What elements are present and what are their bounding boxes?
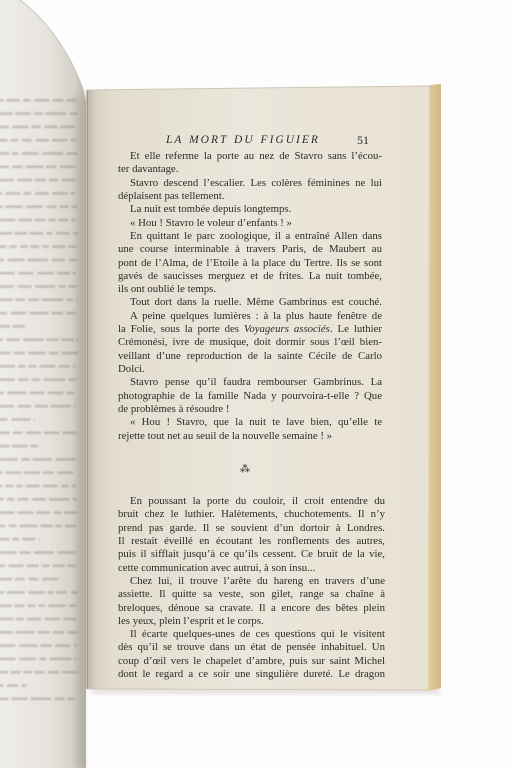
text-line (118, 615, 385, 628)
left-page-text-mark (58, 551, 76, 554)
line-text: ils ont oublié le temps. (118, 283, 217, 296)
left-page (0, 0, 86, 768)
left-page-text-mark (48, 671, 59, 674)
left-page-text-mark (0, 511, 15, 514)
left-page-text-mark (56, 458, 76, 461)
left-page-text-mark (20, 525, 38, 528)
left-page-text-mark (0, 179, 14, 182)
left-page-text-mark (28, 604, 36, 607)
left-page-text-mark (54, 698, 64, 701)
text-line (118, 602, 385, 615)
line-text: dès qu’il se trouve dans un état de pensée inhabituel. Un (118, 641, 385, 654)
line-text: de problèmes à résoudre ! (118, 402, 230, 415)
text-section-2 (118, 495, 385, 681)
left-page-text-mark (30, 232, 44, 235)
text-line (118, 535, 385, 548)
left-page-text-mark (20, 245, 27, 248)
left-page-text-mark (5, 471, 21, 474)
line-text: Stavro pense qu’il faudra rembourser Gambrinus. La (130, 376, 382, 389)
left-page-text-mark (12, 166, 22, 169)
text-line (118, 416, 382, 429)
line-text: pont de l’Alma, de l’Etoile à la place du Tertre. Ils se sont (118, 256, 382, 269)
text-line (118, 257, 382, 270)
left-page-text-mark (26, 432, 41, 435)
left-page-text-mark (29, 312, 48, 315)
left-page-text-mark (26, 205, 43, 208)
left-page-text-mark (24, 192, 31, 195)
left-page-text-mark (16, 631, 35, 634)
left-page-text-mark (26, 166, 44, 169)
left-page-text-mark (18, 405, 31, 408)
line-text: dont le regard a ce soir une singulière dureté. Le dragon (118, 668, 385, 681)
left-page-text-mark (8, 259, 25, 262)
text-line (118, 230, 382, 243)
left-page-text-mark (61, 485, 68, 488)
left-page-text-mark (42, 152, 63, 155)
line-text: veillant d’une reproduction de la sainte Cécile de Carlo (118, 349, 382, 362)
left-page-text-mark (12, 418, 31, 421)
left-page-text-mark (32, 378, 40, 381)
left-page-text-mark (0, 618, 13, 621)
text-line (118, 548, 385, 561)
left-page-text-mark (52, 312, 64, 315)
left-page-text-mark (52, 139, 68, 142)
left-page-text-mark (44, 432, 59, 435)
left-page-text-mark (16, 485, 23, 488)
left-page-text-mark (48, 604, 65, 607)
left-page-text-mark (31, 698, 52, 701)
left-page-text-mark (30, 392, 44, 395)
text-line (118, 588, 385, 601)
left-page-text-mark (32, 498, 45, 501)
left-page-text-mark (16, 299, 25, 302)
left-page-text-mark (34, 551, 55, 554)
left-page-text-mark (18, 219, 32, 222)
left-page-text-mark (19, 658, 36, 661)
left-page-text-mark (0, 365, 15, 368)
left-page-text-mark (35, 192, 48, 195)
left-page-text-mark (28, 352, 46, 355)
left-page-text-mark (54, 511, 62, 514)
left-page-text-mark (0, 259, 4, 262)
left-page-text-mark (34, 418, 35, 421)
left-page-text-mark (39, 538, 40, 541)
line-text: Stavro descend l’escalier. Les colères féminines ne lui (130, 176, 382, 189)
left-page-text-mark (0, 498, 4, 501)
left-page-text-mark (0, 471, 2, 474)
left-page-text-mark (47, 591, 53, 594)
text-line (118, 508, 385, 521)
text-line (118, 628, 385, 641)
left-page-text-mark (15, 232, 28, 235)
left-page-text-mark (34, 99, 49, 102)
text-line (118, 177, 382, 190)
left-page-text-mark (0, 152, 9, 155)
left-page-text-mark (5, 205, 22, 208)
left-page-text-mark (12, 445, 28, 448)
text-line (118, 283, 382, 296)
left-page-text-mark (19, 272, 34, 275)
left-page-text-mark (24, 471, 40, 474)
text-line (118, 376, 382, 389)
left-page-text-mark (0, 285, 14, 288)
left-page-text-mark (0, 604, 12, 607)
left-page-text-mark (12, 152, 19, 155)
left-page-text-mark (27, 618, 41, 621)
left-page-gutter-shadow (74, 92, 86, 768)
left-page-text-mark (23, 99, 30, 102)
line-text: photographie de la famille Nada y pourvoira-t-elle ? Que (118, 389, 382, 402)
left-page-text-mark (14, 352, 26, 355)
left-page-text-mark (17, 179, 32, 182)
text-line (118, 350, 382, 363)
left-page-text-mark (45, 618, 60, 621)
line-text: Et elle referme la porte au nez de Stavro sans l’écou- (130, 150, 382, 162)
text-line (118, 243, 382, 256)
text-line (118, 363, 382, 376)
left-page-text-mark (0, 485, 2, 488)
line-text: « Hou ! Stavro le voleur d’enfants ! » (130, 216, 292, 229)
left-page-text-mark (0, 432, 10, 435)
left-page-text-mark (45, 112, 66, 115)
left-page-text-mark (60, 205, 69, 208)
left-page-text-mark (51, 405, 71, 408)
text-line (118, 641, 385, 654)
left-page-text-mark (0, 139, 8, 142)
left-page-text-mark (28, 299, 39, 302)
left-page-text-mark (0, 644, 15, 647)
left-page-text-mark (30, 445, 37, 448)
left-page-text-mark (0, 458, 17, 461)
left-page-text-mark (60, 126, 75, 129)
text-line (118, 217, 382, 230)
left-page-text-mark (42, 565, 50, 568)
text-line (118, 562, 385, 575)
left-page-text-mark (62, 179, 76, 182)
left-page-text-mark (59, 365, 69, 368)
left-page-text-mark (48, 392, 64, 395)
left-page-text-mark (40, 365, 55, 368)
left-page-text-mark (13, 432, 23, 435)
left-page-text-mark (7, 591, 25, 594)
left-page-text-mark (0, 631, 13, 634)
left-page-text-mark (22, 538, 35, 541)
left-page-text-mark (0, 126, 9, 129)
left-page-text-mark (0, 245, 6, 248)
left-page-text-mark (0, 565, 5, 568)
left-page-text-mark (0, 591, 4, 594)
left-page-text-mark (12, 538, 18, 541)
left-page-text-mark (16, 618, 24, 621)
left-page-text-mark (18, 285, 32, 288)
left-page-text-mark (0, 445, 9, 448)
left-page-text-mark (38, 604, 45, 607)
left-page-text-mark (15, 604, 25, 607)
line-text: Il restait éveillé en écoutant les ronflements des autres, (118, 534, 385, 547)
left-page-text-mark (36, 511, 49, 514)
line-text: Dolci. (118, 363, 145, 375)
left-page-text-mark (28, 591, 45, 594)
left-page-text-mark (7, 99, 20, 102)
left-page-text-mark (43, 471, 54, 474)
left-page-text-mark (53, 99, 64, 102)
left-page-text-mark (0, 378, 15, 381)
left-page-text-mark (56, 525, 62, 528)
left-page-text-mark (0, 352, 11, 355)
left-page-text-mark (60, 166, 76, 169)
left-page-text-mark (0, 312, 7, 315)
left-page-text-mark (21, 684, 26, 687)
left-page-text-mark (13, 325, 25, 328)
left-page-text-mark (0, 658, 15, 661)
left-page-text-mark (34, 112, 43, 115)
line-text (118, 323, 382, 336)
text-line (118, 668, 385, 681)
left-page-text-mark (0, 578, 12, 581)
left-page-text-mark (49, 179, 58, 182)
page-number: 51 (357, 133, 369, 147)
left-page-text-mark (68, 698, 75, 701)
line-text: déplaisent pas tellement. (118, 189, 225, 202)
text-line (118, 190, 382, 203)
left-page-text-mark (46, 166, 56, 169)
left-page-text-mark (29, 578, 39, 581)
left-page-text-mark (17, 511, 33, 514)
left-page-text-mark (58, 471, 74, 474)
left-page-text-mark (0, 272, 15, 275)
left-page-text-mark (16, 112, 31, 115)
left-page-text-mark (42, 299, 63, 302)
left-page-text-mark (49, 352, 59, 355)
left-page-text-mark (0, 192, 2, 195)
text-line (118, 655, 385, 668)
left-page-text-mark (37, 272, 53, 275)
left-page-text-mark (7, 498, 15, 501)
left-page-text-mark (0, 299, 13, 302)
left-page-text-mark (0, 325, 10, 328)
line-text: cette communication avec autrui, à son insu... (118, 561, 316, 574)
left-page-text-mark (42, 245, 49, 248)
text-line (118, 522, 385, 535)
left-page-text-mark (5, 192, 20, 195)
left-page-text-mark (12, 698, 28, 701)
left-page-text-mark (0, 684, 4, 687)
left-page-text-mark (7, 392, 26, 395)
line-text: gavés de saucisses merguez et de frites. La nuit tombée, (118, 269, 382, 282)
left-page-text-mark (0, 232, 12, 235)
text-line (118, 310, 382, 323)
left-page-text-mark (32, 458, 52, 461)
line-text: bruit chez le luthier. Halètements, chuchotements. Il n’y (118, 508, 385, 521)
left-page-text-mark (11, 139, 18, 142)
left-page-text-mark (23, 338, 43, 341)
left-page-text-mark (22, 139, 32, 142)
left-page-text-mark (15, 578, 25, 581)
left-page-text-mark (52, 245, 65, 248)
left-page-text-mark (0, 538, 9, 541)
left-page-text-mark (18, 498, 29, 501)
left-page-text-mark (0, 525, 5, 528)
left-page-text-mark (56, 232, 69, 235)
text-line (118, 163, 382, 176)
line-text-part: . Le luthier (329, 323, 383, 336)
text-line (118, 270, 382, 283)
left-page-text-mark (0, 418, 8, 421)
text-line (118, 323, 382, 336)
line-text: puis il sifflait jusqu’à ce qu’ils cessent. Ce bruit de la vie, (118, 548, 385, 561)
left-page-text-mark (59, 219, 69, 222)
left-page-text-mark (11, 312, 27, 315)
left-page-text-mark (52, 259, 65, 262)
left-page-text-mark (0, 99, 4, 102)
text-line (118, 150, 382, 163)
text-line (118, 390, 382, 403)
left-page-text-mark (18, 378, 28, 381)
left-page-text-mark (44, 378, 65, 381)
left-page-text-mark (39, 658, 46, 661)
left-page-text-mark (52, 192, 67, 195)
left-page-text-mark (59, 285, 66, 288)
left-page-text-mark (0, 671, 8, 674)
left-page-text-mark (0, 338, 3, 341)
left-page-text-mark (5, 485, 13, 488)
left-page-text-mark (0, 405, 14, 408)
line-text-part: la Folie, sous la porte des (118, 323, 244, 336)
left-page-text-mark (21, 458, 30, 461)
left-page-text-mark (0, 698, 9, 701)
line-text: Chez lui, il trouve l’arête du hareng en travers d’une (130, 574, 385, 587)
left-page-text-mark (53, 565, 65, 568)
left-page-text-mark (49, 498, 69, 501)
left-page-text-mark (35, 179, 46, 182)
text-line (118, 430, 382, 443)
line-text: « Hou ! Stavro, que la nuit te lave bien, qu’elle te (130, 416, 382, 429)
line-text: En quittant le parc zoologique, il a entraîné Allen dans (130, 229, 382, 242)
left-page-text-mark (66, 299, 73, 302)
left-page-text-mark (55, 644, 70, 647)
left-page-text-mark (32, 126, 41, 129)
line-text: Il écarte quelques-unes de ces questions qui le visitent (130, 628, 385, 641)
line-text: Tout dort dans la ruelle. Même Gambrinus est couché. (130, 296, 382, 309)
left-page-text-mark (0, 166, 9, 169)
left-page-text-mark (36, 139, 50, 142)
left-page-text-mark (28, 259, 48, 262)
left-page-text-mark (30, 245, 39, 248)
section-separator: ⁂ (240, 464, 250, 475)
text-line (118, 575, 385, 588)
left-page-text-mark (35, 285, 55, 288)
left-page-text-mark (46, 205, 56, 208)
left-page-text-mark (67, 392, 74, 395)
left-page-text-mark (7, 684, 18, 687)
left-page-text-mark (27, 565, 39, 568)
line-text: breloques, dénoue sa cravate. Il a encore des bêtes plein (118, 601, 385, 614)
line-text: assiette. Il quitte sa veste, son gilet, range sa chaîne à (118, 588, 385, 601)
left-page-text-mark (18, 365, 25, 368)
left-page-text-mark (0, 392, 4, 395)
left-page-text-mark (43, 485, 57, 488)
left-page-text-mark (9, 525, 17, 528)
left-page-text-mark (26, 485, 40, 488)
left-page-text-mark (38, 631, 50, 634)
left-page-text-mark (34, 671, 44, 674)
left-page-text-mark (0, 219, 16, 222)
left-page-text-mark (42, 578, 58, 581)
line-text: une course interminable à travers Paris, de Maubert au (118, 243, 382, 256)
left-page-text-mark (9, 245, 16, 248)
left-page-text-mark (57, 272, 70, 275)
left-page-text-mark (7, 338, 20, 341)
line-text: En poussant la porte du couloir, il croit entendre du (130, 495, 385, 507)
left-page-text-mark (35, 405, 48, 408)
left-page-text-mark (11, 671, 21, 674)
line-text: Crémonési, ivre de musique, doit dormir sous l’œil bien- (118, 336, 382, 349)
left-page-text-mark (0, 112, 13, 115)
left-page-text-mark (50, 658, 72, 661)
left-page-text-mark (40, 525, 52, 528)
text-line (118, 203, 382, 216)
left-page-text-mark (47, 232, 53, 235)
left-page-text-mark (28, 365, 36, 368)
left-page-text-mark (44, 126, 57, 129)
left-page-text-mark (0, 551, 17, 554)
line-text: prend pas garde. Il se souvient d’un dortoir à Londres. (118, 521, 385, 534)
line-text: les yeux, plein l’esprit et le corps. (118, 614, 264, 627)
left-page-text-mark (12, 126, 29, 129)
text-line (118, 495, 385, 508)
left-page-text-mark (8, 565, 23, 568)
line-text: A peine quelques lumières : à la plus haute fenêtre de (130, 309, 382, 322)
left-page-text-mark (57, 591, 68, 594)
italic-title: Voyageurs associés (243, 323, 330, 336)
left-page-text-mark (20, 551, 31, 554)
line-text: ter davantage. (118, 163, 179, 176)
line-text: rejette tout net au seuil de la nouvelle semaine ! » (118, 429, 333, 442)
left-page-text-mark (40, 644, 52, 647)
left-page-text-mark (48, 219, 55, 222)
line-text: coup d’œil vers le chapelet d’ambre, puis sur saint Michel (118, 654, 385, 667)
left-page-text-mark (0, 205, 2, 208)
text-section-1 (118, 150, 382, 443)
left-page-text-mark (23, 671, 31, 674)
line-text: La nuit est tombée depuis longtemps. (130, 203, 292, 216)
text-line (118, 403, 382, 416)
text-line (118, 296, 382, 309)
left-page-text-mark (35, 219, 46, 222)
left-page-text-mark (46, 338, 59, 341)
left-page-text-mark (53, 631, 64, 634)
running-head: LA MORT DU FIGUIER (166, 134, 320, 146)
left-page-text-mark (22, 152, 39, 155)
left-page-text-mark (62, 338, 74, 341)
left-page-text-mark (19, 644, 37, 647)
text-line (118, 336, 382, 349)
